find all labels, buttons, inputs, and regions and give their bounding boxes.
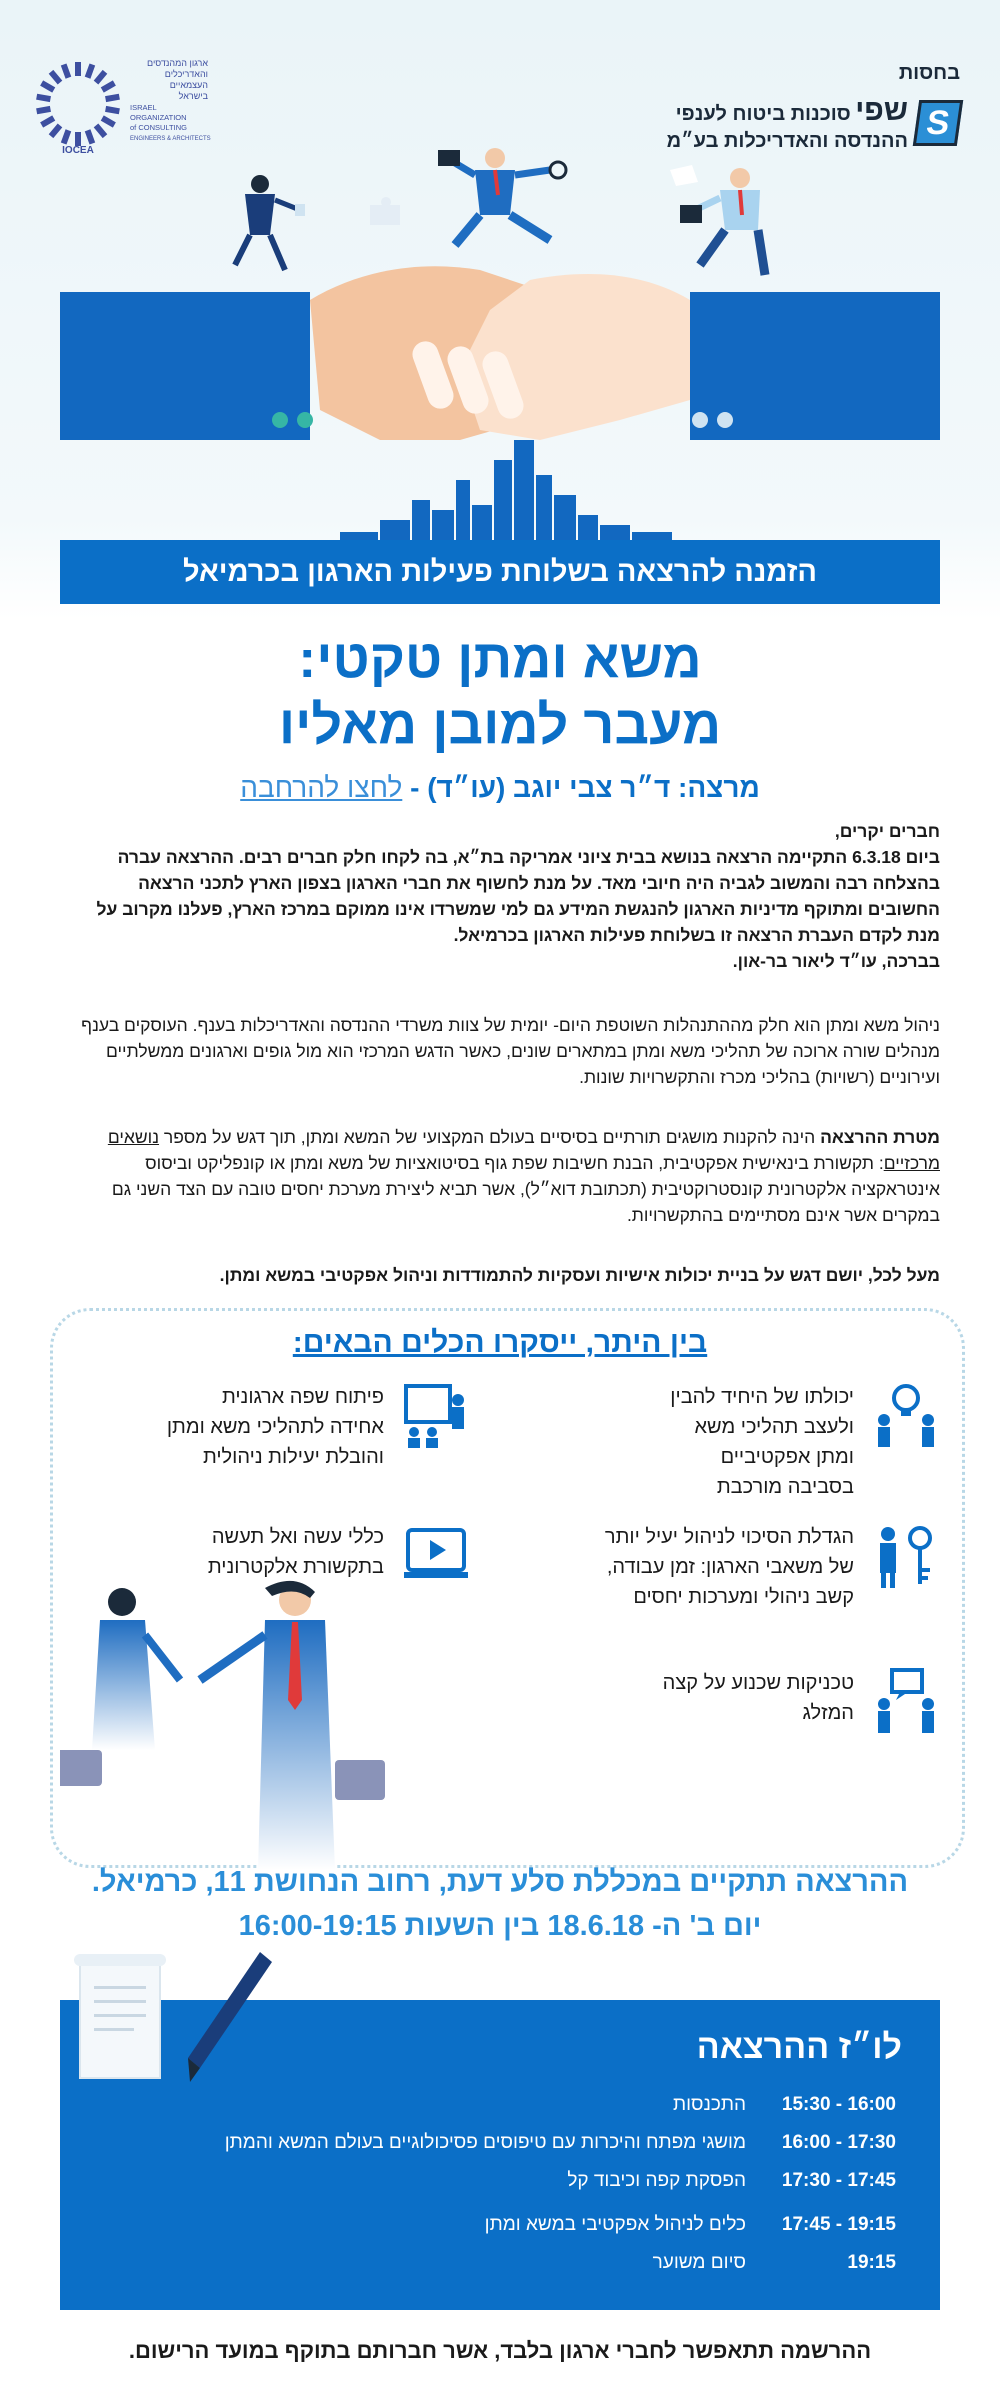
speaker-separator: -: [402, 772, 428, 803]
tool-item: [540, 1668, 940, 1736]
schedule-row: [485, 2214, 896, 2236]
org-logo-en-4: ENGINEERS & ARCHITECTS: [130, 136, 211, 142]
schedule-activity: סיום משוער: [652, 2252, 746, 2273]
speaker-label: מרצה: ד״ר צבי יוגב (עו״ד): [427, 772, 760, 803]
paragraph-negotiation: ניהול משא ומתן הוא חלק מההתנהלות השוטפת היום- יומית של צוות משרדי ההנדסה והאדריכלות בענף. העוסקים בענף מנהלים שורה ארוכה של תהליכי משא ומתן במתארים שונים, כאשר הדגש המרכזי הוא מול גופים וארגונים ממשלתיים ועירוניים (רשויות) בהליכי מכרז והתקשרויות שונות.: [81, 1015, 940, 1087]
tool-text: כללי עשה ואל תעשה בתקשורת אלקטרונית: [207, 1526, 384, 1578]
tool-text: יכולתו של היחיד להבין ולעצב תהליכי משא ומתן אפקטיביים בסביבה מורכבת: [670, 1386, 854, 1498]
sponsor-badge-icon: S: [913, 100, 963, 146]
lightbulb-people-icon: [872, 1382, 940, 1450]
tool-item: [560, 1382, 940, 1502]
paragraph-emphasis: מעל לכל, יושם דגש על בניית יכולות אישיות ועסקיות להתמודדות וניהול אפקטיבי במשא ומתן.: [219, 1265, 940, 1285]
schedule-time: 19:15: [847, 2252, 896, 2273]
speaker-details-link[interactable]: לחצו להרחבה: [240, 772, 403, 803]
presentation-icon: [402, 1382, 470, 1450]
intro-block: [80, 818, 940, 974]
goal-lead: מטרת ההרצאה: [820, 1127, 940, 1147]
schedule-row: [673, 2094, 896, 2116]
speech-people-icon: [872, 1668, 940, 1736]
title-line-2: מעבר למובן מאליו: [278, 695, 722, 755]
schedule-activity: כלים לניהול אפקטיבי במשא ומתן: [484, 2214, 746, 2235]
goal-topics-label: נושאים מרכזיים: [107, 1127, 940, 1173]
hero-illustration: [60, 140, 940, 550]
tools-title: [60, 1326, 940, 1360]
schedule-time: 16:00 - 17:30: [781, 2132, 896, 2153]
registration-note: ההרשמה תתאפשר לחברי ארגון בלבד, אשר חברותם בתוקף במועד הרישום.: [128, 2338, 872, 2363]
business-people-illustration: [60, 1580, 420, 1870]
schedule-activity: מושגי מפתח והיכרות עם טיפוסים פסיכולוגיים בעולם המשא והמתן: [224, 2132, 746, 2153]
org-logo-en-3: of CONSULTING: [130, 123, 187, 132]
runner-man-center-icon: [438, 148, 566, 245]
org-logo-en-1: ISRAEL: [130, 103, 157, 112]
org-logo-en-2: ORGANIZATION: [130, 113, 187, 122]
schedule-activity: הפסקת קפה וכיבוד קל: [567, 2170, 746, 2191]
city-skyline-icon: [340, 440, 672, 550]
schedule-row: [653, 2252, 896, 2274]
tool-item: [90, 1382, 470, 1472]
schedule-row: [225, 2132, 896, 2154]
schedule-time: 17:30 - 17:45: [781, 2170, 896, 2191]
schedule-title: לו״ז ההרצאה: [696, 2028, 902, 2066]
tools-title-text: בין היתר, ייסקרו הכלים הבאים:: [292, 1326, 708, 1359]
venue-datetime: יום ב' ה- 18.6.18 בין השעות 16:00-19:15: [238, 1910, 762, 1942]
scroll-pen-illustration: [60, 1950, 300, 2100]
puzzle-piece-icon: [370, 197, 400, 225]
org-logo-he-1: ארגון המהנדסים: [147, 58, 208, 68]
sponsor-line-2: ההנדסה והאדריכלות בע״מ: [666, 130, 908, 152]
runner-man-right-icon: [670, 165, 765, 275]
sponsor-line-1: סוכנות ביטוח לענפי: [675, 103, 851, 125]
lecture-title: [60, 626, 940, 758]
businesswoman-icon: [60, 1588, 180, 1786]
tool-text: הגדלת הסיכוי לניהול יעיל יותר של משאבי הארגון: זמן עבודה, קשב ניהולי ומערכות יחסים: [604, 1526, 854, 1608]
paper-scroll-icon: [74, 1954, 166, 2078]
sponsor-label: בחסות: [898, 62, 960, 84]
schedule-time: 15:30 - 16:00: [781, 2094, 896, 2115]
businessman-icon: [200, 1581, 385, 1870]
handshake-icon: [310, 266, 690, 440]
paragraph-goal: [80, 1124, 940, 1228]
invitation-banner: הזמנה להרצאה בשלוחת פעילות הארגון בכרמיאל: [60, 540, 940, 604]
runner-woman-icon: [235, 175, 305, 270]
fountain-pen-icon: [188, 1952, 272, 2082]
org-logo-he-4: בישראל: [178, 91, 208, 101]
venue-location: ההרצאה תתקיים במכללת סלע דעת, רחוב הנחושת 11, כרמיאל.: [91, 1866, 909, 1898]
org-logo-he-2: והאדריכלים: [164, 69, 208, 79]
title-line-1: משא ומתן טקטי:: [298, 629, 702, 689]
intro-greeting: חברים יקרים,: [834, 821, 940, 841]
intro-signoff: בברכה, עו״ד ליאור בר-און.: [732, 951, 940, 971]
schedule-time: 17:45 - 19:15: [781, 2214, 896, 2235]
sponsor-name: שפי: [855, 94, 908, 127]
schedule-row: [567, 2170, 896, 2192]
tool-text: טכניקות שכנוע על קצה המזלג: [662, 1672, 854, 1724]
goal-text-1: הינה להקנות מושגים תורתיים בסיסיים בעולם המקצועי של המשא ומתן, תוך דגש על מספר: [159, 1127, 821, 1147]
org-logo-acronym: IOCEA: [62, 145, 94, 156]
tool-text: פיתוח שפה ארגונית אחידה לתהליכי משא ומתן והובלת יעילות ניהולית: [166, 1386, 384, 1468]
org-logo-he-3: העצמאיים: [169, 80, 208, 90]
schedule-activity: התכנסות: [672, 2094, 746, 2115]
person-key-icon: [872, 1522, 940, 1590]
speaker-line: [60, 772, 940, 804]
goal-text-2: : תקשורת בינאישית אפקטיבית, הבנת חשיבות שפת גוף בסיטואציות של משא ומתן או קונפליקט וביסוס אינטראקציה אלקטרונית קונסטרוקטיבית (תכתובת דוא״ל), אשר תביא ליצירת מערכת יחסים טובה עם הצד השני גם במקרים אשר אינם מסתיימים בהתקשרויות.: [111, 1153, 940, 1225]
venue-block: [60, 1860, 940, 1948]
tool-item: [540, 1522, 940, 1612]
intro-paragraph: ביום 6.3.18 התקיימה הרצאה בנושא בבית ציוני אמריקה בת״א, בה לקחו חלק חברים רבים. ההרצאה עברה בהצלחה רבה והמשוב לגביה היה חיובי מאד. על מנת לחשוף את חברי הארגון בצפון הארץ לתכני הרצאה החשובים ומתוקף מדיניות הארגון להנגשת המידע גם למי שמשרדו אינו ממוקם במרכז הארץ, פעלנו מקרוב על מנת לקדם העברת הרצאה זו בשלוחת פעילות הארגון בכרמיאל.: [96, 847, 940, 945]
